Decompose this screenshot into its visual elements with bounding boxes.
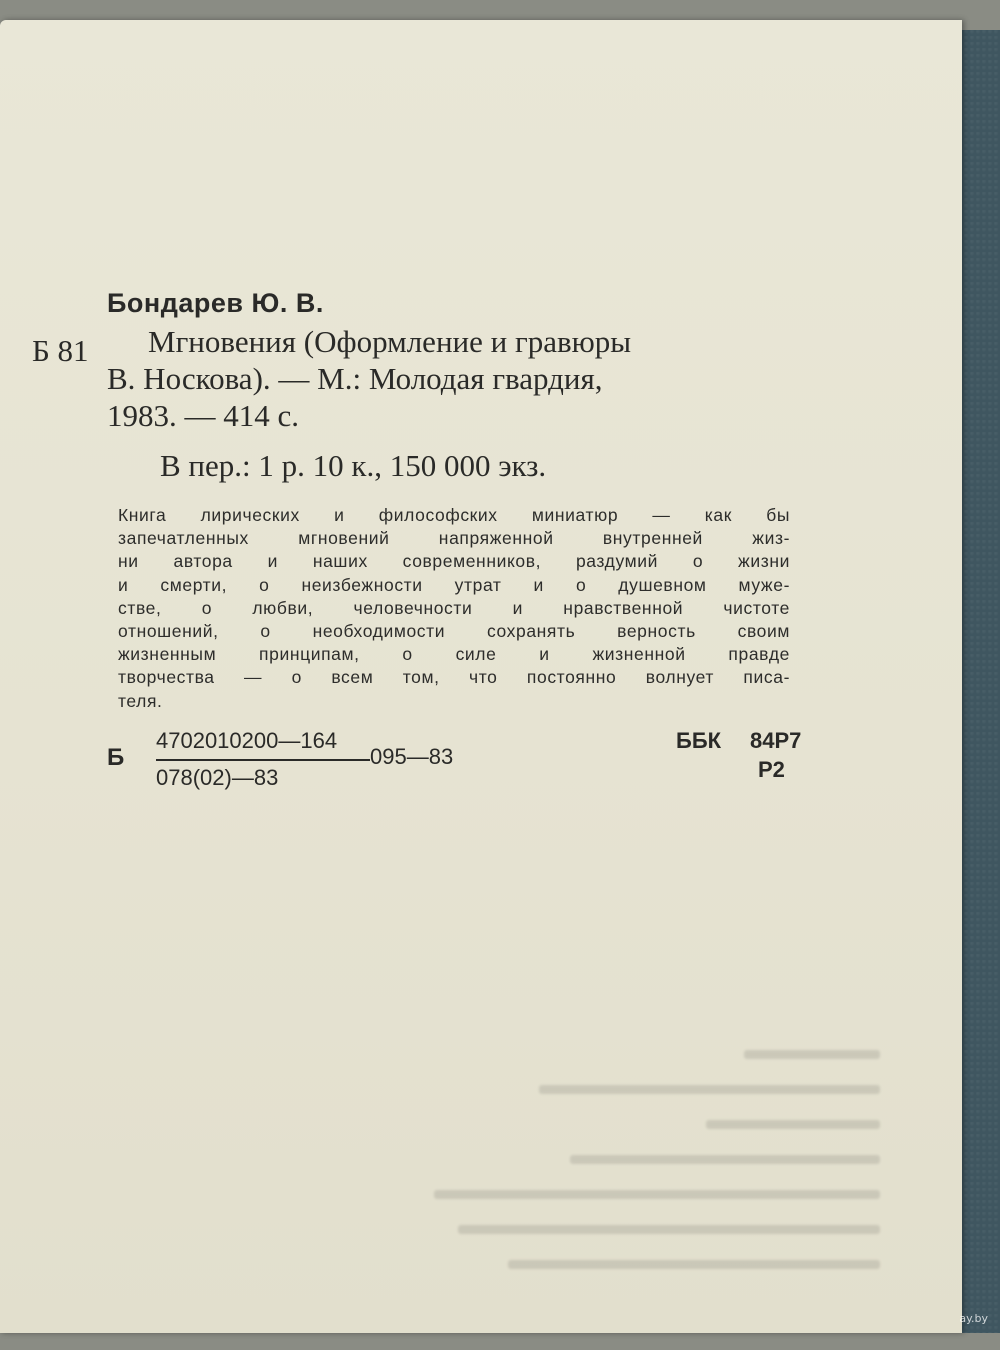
bbk-label: ББК [676,728,722,753]
bbk-code: 84Р7 [750,728,802,753]
bbk-subcode: Р2 [758,757,785,782]
annotation-line: жизненным принципам, о силе и жизненной правде [118,644,790,665]
annotation-line: стве, о любви, человечности и нравственной чистоте [118,597,790,618]
show-through-text [260,1050,880,1350]
annotation-line: теля. [118,690,163,711]
index-numerator: 4702010200—164 [156,728,338,753]
annotation [118,504,790,713]
book-page [0,20,962,1333]
price-line: В пер.: 1 р. 10 к., 150 000 экз. [160,448,547,483]
annotation-line: отношений, о необходимости сохранять верность своим [118,621,790,642]
title-line-3: 1983. — 414 с. [107,398,300,433]
title-line-2: В. Носкова). — М.: Молодая гвардия, [107,361,603,396]
index-letter: Б [107,744,125,771]
author-name: Бондарев Ю. В. [107,288,324,318]
index-denominator: 078(02)—83 [156,765,279,790]
annotation-line: творчества — о всем том, что постоянно волнует писа- [118,667,790,688]
annotation-line: и смерти, о неизбежности утрат и о душевном муже- [118,574,790,595]
index-suffix: 095—83 [370,744,454,769]
fraction-line [156,759,370,761]
annotation-line: Книга лирических и философских миниатюр — как бы [118,505,790,525]
title-line-1: Мгновения (Оформление и гравюры [148,324,632,359]
annotation-line: ни автора и наших современников, раздумий о жизни [118,551,790,572]
catalog-code: Б 81 [32,333,89,368]
annotation-line: запечатленных мгновений напряженной внутренней жиз- [118,528,790,549]
watermark: ay.by [959,1312,988,1325]
